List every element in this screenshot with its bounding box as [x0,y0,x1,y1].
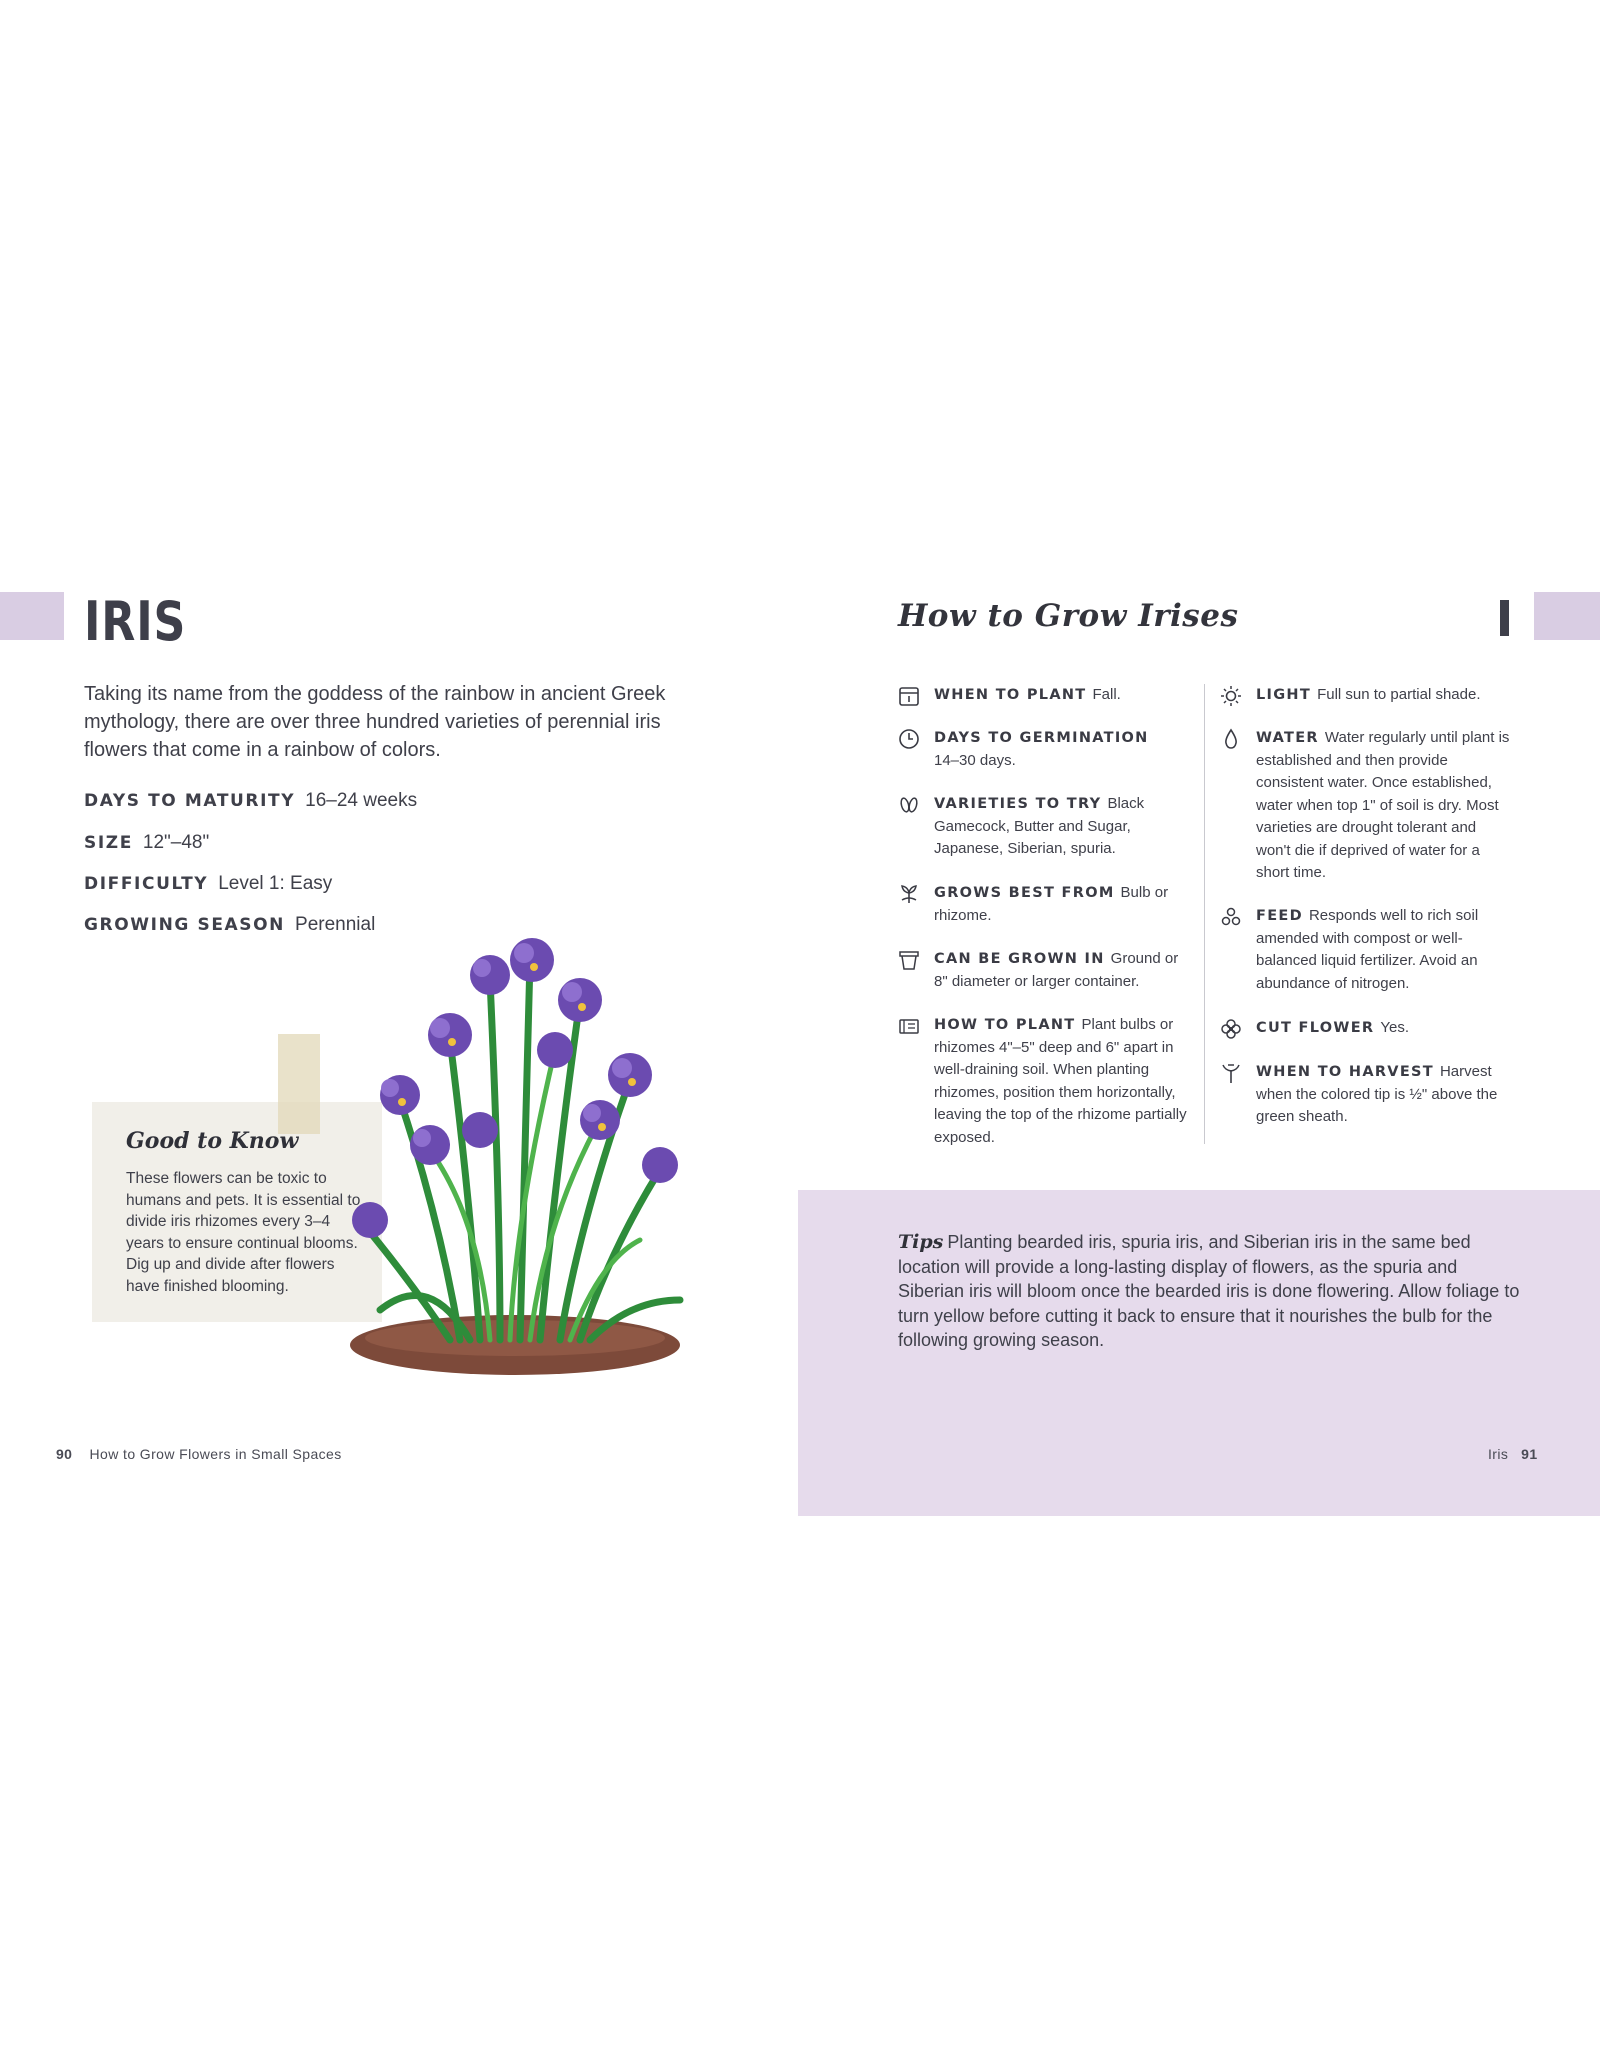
good-to-know-body: These flowers can be toxic to humans and pets. It is essential to divide iris rhizomes every 3–4 years to ensure continual blooms. Dig up and divide after flowers have finished blooming. [126,1170,361,1295]
column-divider [1204,684,1205,1144]
sun-icon [1220,685,1242,707]
info-water [1256,727,1512,885]
info-label: GROWS BEST FROM [934,885,1115,901]
info-value: Fall. [1092,686,1121,703]
info-how-to-plant [934,1014,1194,1149]
section-name: Iris [1488,1446,1509,1462]
stat-value: Level 1: Easy [218,873,333,894]
info-value: Responds well to rich soil amended with compost or well-balanced liquid fertilizer. Avoid an abundance of nitrogen. [1256,907,1479,992]
info-label: WATER [1256,730,1319,746]
tips-text [898,1230,1520,1353]
stat-difficulty [84,873,332,895]
grow-guide-title: How to Grow Irises [898,598,1239,634]
info-label: CAN BE GROWN IN [934,951,1105,967]
pot-icon [898,949,920,971]
info-label: DAYS TO GERMINATION [934,730,1149,746]
section-letter-marker [1500,600,1509,636]
fertilizer-icon [1220,906,1242,928]
info-value: Black Gamecock, Butter and Sugar, Japanese, Siberian, spuria. [934,795,1145,857]
calendar-icon [898,685,920,707]
page-number: 91 [1521,1446,1538,1462]
iris-illustration [340,920,690,1380]
section-tab-left [0,592,64,640]
stat-size [84,832,209,854]
good-to-know-title: Good to Know [126,1128,299,1154]
water-drop-icon [1220,728,1242,750]
info-value: Full sun to partial shade. [1317,686,1481,703]
info-value: Yes. [1380,1019,1410,1036]
info-grows-best-from [934,882,1194,927]
info-label: WHEN TO HARVEST [1256,1064,1434,1080]
stat-label: GROWING SEASON [84,915,286,935]
stat-value: Perennial [295,914,376,935]
tips-body: Planting bearded iris, spuria iris, and Siberian iris in the same bed location will provide a long-lasting display of flowers, as the spuria and Siberian iris will bloom once the bearded iris is done flowering. Allow foliage to turn yellow before cutting it back to ensure that it nourishes the bulb for the following growing season. [898,1232,1520,1351]
sprout-icon [898,883,920,905]
info-days-to-germination [934,727,1194,772]
info-label: VARIETIES TO TRY [934,796,1102,812]
section-tab-right [1534,592,1600,640]
stat-label: DAYS TO MATURITY [84,791,296,811]
stat-label: SIZE [84,833,133,853]
info-value: Plant bulbs or rhizomes 4"–5" deep and 6" apart in well-draining soil. When planting rhizomes, position them horizontally, leaving the top of the rhizome partially exposed. [934,1016,1187,1146]
footer-left [56,1446,342,1462]
seeds-icon [898,794,920,816]
flower-icon [1220,1018,1242,1040]
stat-growing-season [84,914,375,936]
stat-value: 12"–48" [142,832,210,853]
footer-right [1488,1446,1538,1462]
page-number: 90 [56,1446,73,1462]
info-varieties-to-try [934,793,1194,861]
tape-strip [278,1034,320,1134]
info-label: LIGHT [1256,687,1312,703]
info-when-to-harvest [1256,1061,1512,1129]
page-title: IRIS [84,590,187,653]
intro-paragraph: Taking its name from the goddess of the rainbow in ancient Greek mythology, there are over three hundred varieties of perennial iris flowers that come in a rainbow of colors. [84,683,666,761]
info-label: HOW TO PLANT [934,1017,1076,1033]
stat-value: 16–24 weeks [305,790,418,811]
info-value: Ground or 8" diameter or larger container. [934,950,1179,990]
seed-packet-icon [898,1015,920,1037]
tips-label: Tips [898,1231,944,1253]
info-when-to-plant [934,684,1194,707]
info-value: Harvest when the colored tip is ½" above the green sheath. [1256,1063,1498,1125]
info-cut-flower [1256,1017,1512,1040]
info-can-be-grown-in [934,948,1194,993]
info-value: Bulb or rhizome. [934,884,1169,924]
info-light [1256,684,1512,707]
info-label: WHEN TO PLANT [934,687,1087,703]
info-label: CUT FLOWER [1256,1020,1375,1036]
info-label: FEED [1256,908,1303,924]
book-title: How to Grow Flowers in Small Spaces [89,1446,342,1462]
info-value: Water regularly until plant is established and then provide consistent water. Once established, water when top 1" of soil is dry. Most varieties are drought tolerant and won't die if deprived of water for a short time. [1256,729,1510,881]
info-feed [1256,905,1512,995]
clock-icon [898,728,920,750]
harvest-icon [1220,1062,1242,1084]
stat-days-to-maturity [84,790,417,812]
info-value: 14–30 days. [934,751,1016,769]
stat-label: DIFFICULTY [84,874,209,894]
